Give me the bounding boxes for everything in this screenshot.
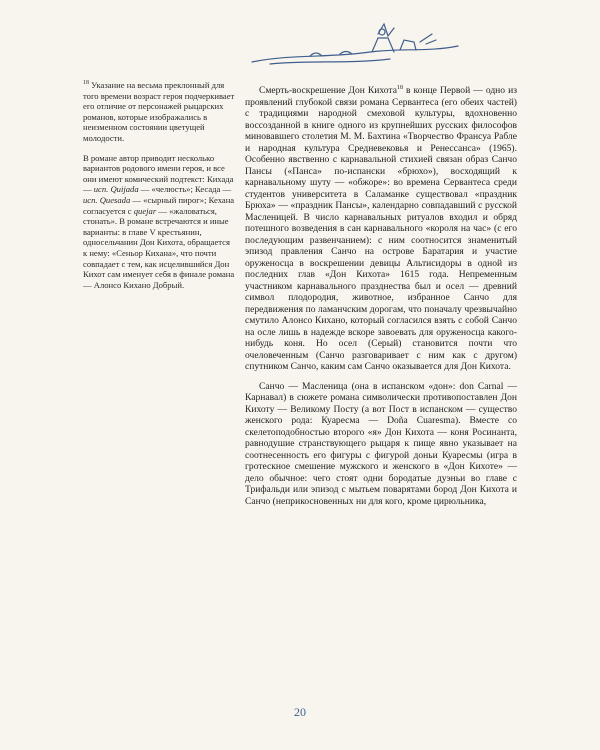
paragraph-2: Санчо — Масленица (она в испанском «дон»: don Carnal — Карнавал) в сюжете романа символически противопоставлен Дон Кихоту — Великому Посту (а вот Пост в испанском — существо женского рода: Куаресма — Doña Cuaresma). Вместе со скелетоподобностью второго «я» Дон Кихота — коня Росинанта, равнодушие странствующего рыцаря к пище явно указывает на соотнесенность его фигуры с фигурой доньи Куаресмы (игра в гротескное смешение мужского и женского в «Дон Кихоте» — дело обычное: чего стоят одни бородатые дуэньи во главе с Трифальди или эпизод с мытьем поварятами бород Дон Кихота и Санчо (неприкосновенных ни для кого, кроме цирюльника, bbox=[245, 380, 517, 507]
name-variants-note: В романе автор приводит несколько вариантов родового имени героя, и все они имеют комический подтекст: Кихада — исп. Quijada — «челюсть»; Кесада — исп. Quesada — «сырный пирог»; Кехана согласуется с quejar — «жаловаться, стонать». В романе встречаются и иные варианты: в главе V крестьянин, односельчанин Дон Кихота, обращается к нему: «Сеньор Кихана», что почти совпадает с тем, как исцелившийся Дон Кихот сам именует себя в финале романа — Алонсо Кихано Добрый. bbox=[83, 152, 235, 290]
footnote-reference: 18 bbox=[396, 84, 403, 91]
vignette-illustration bbox=[250, 22, 460, 68]
main-text bbox=[245, 85, 517, 507]
sidebar-notes bbox=[83, 80, 235, 299]
footnote-text: Указание на весьма преклонный для того времени возраст героя подчеркивает его отличие от персонажей рыцарских романов, которые изображались в неизменном состоянии цветущей молодости. bbox=[83, 80, 235, 143]
footnote-marker: 18 bbox=[83, 80, 89, 87]
page-number: 20 bbox=[294, 705, 306, 719]
footnote bbox=[83, 80, 235, 144]
paragraph-1: Смерть-воскрешение Дон Кихота$^{18}$ в конце Первой — одно из проявлений глубокой связи романа Сервантеса (его обеих частей) с традициями народной смеховой культуры, вдохновенно воссозданной в книге одного из крупнейших русских философов миновавшего столетия М. М. Бахтина «Творчество Франсуа Рабле и народная культура Средневековья и Ренессанса» (1965). Особенно явственно с карнавальной стихией связан образ Санчо Пансы («Панса» по-испански «брюхо»), восходящий к карнавальному шуту — «обжоре»: во времена Сервантеса среди студентов университета в Саламанке существовал «праздник Брюха» — «праздник Пансы», календарно совпадавший с русской Масленицей. В число карнавальных ритуалов входил и обряд потешного возведения в сан карнавального «короля на час» (с его последующим развенчанием): с ним соотносится знаменитый эпизод правления Санчо на острове Баратария и участие оруженосца в воскрешении девицы Альтисидоры в одной из последних глав «Дон Кихота» 1615 года. Непременным участником карнавального празднества был и осел — древний символ плодородия, животное, избранное Санчо для передвижения по ламанчским дорогам, что поначалу чрезвычайно смутило Алонсо Кихано, который согласился взять с собой Санчо на осле лишь в надежде вскоре завоевать для оруженосца какого-нибудь коня. Но осел (Серый) становится почти что очеловеченным (Санчо разговаривает с ним как с другом) спутником Санчо, каким сам Санчо оказывается для Дон Кихота. bbox=[245, 84, 517, 372]
